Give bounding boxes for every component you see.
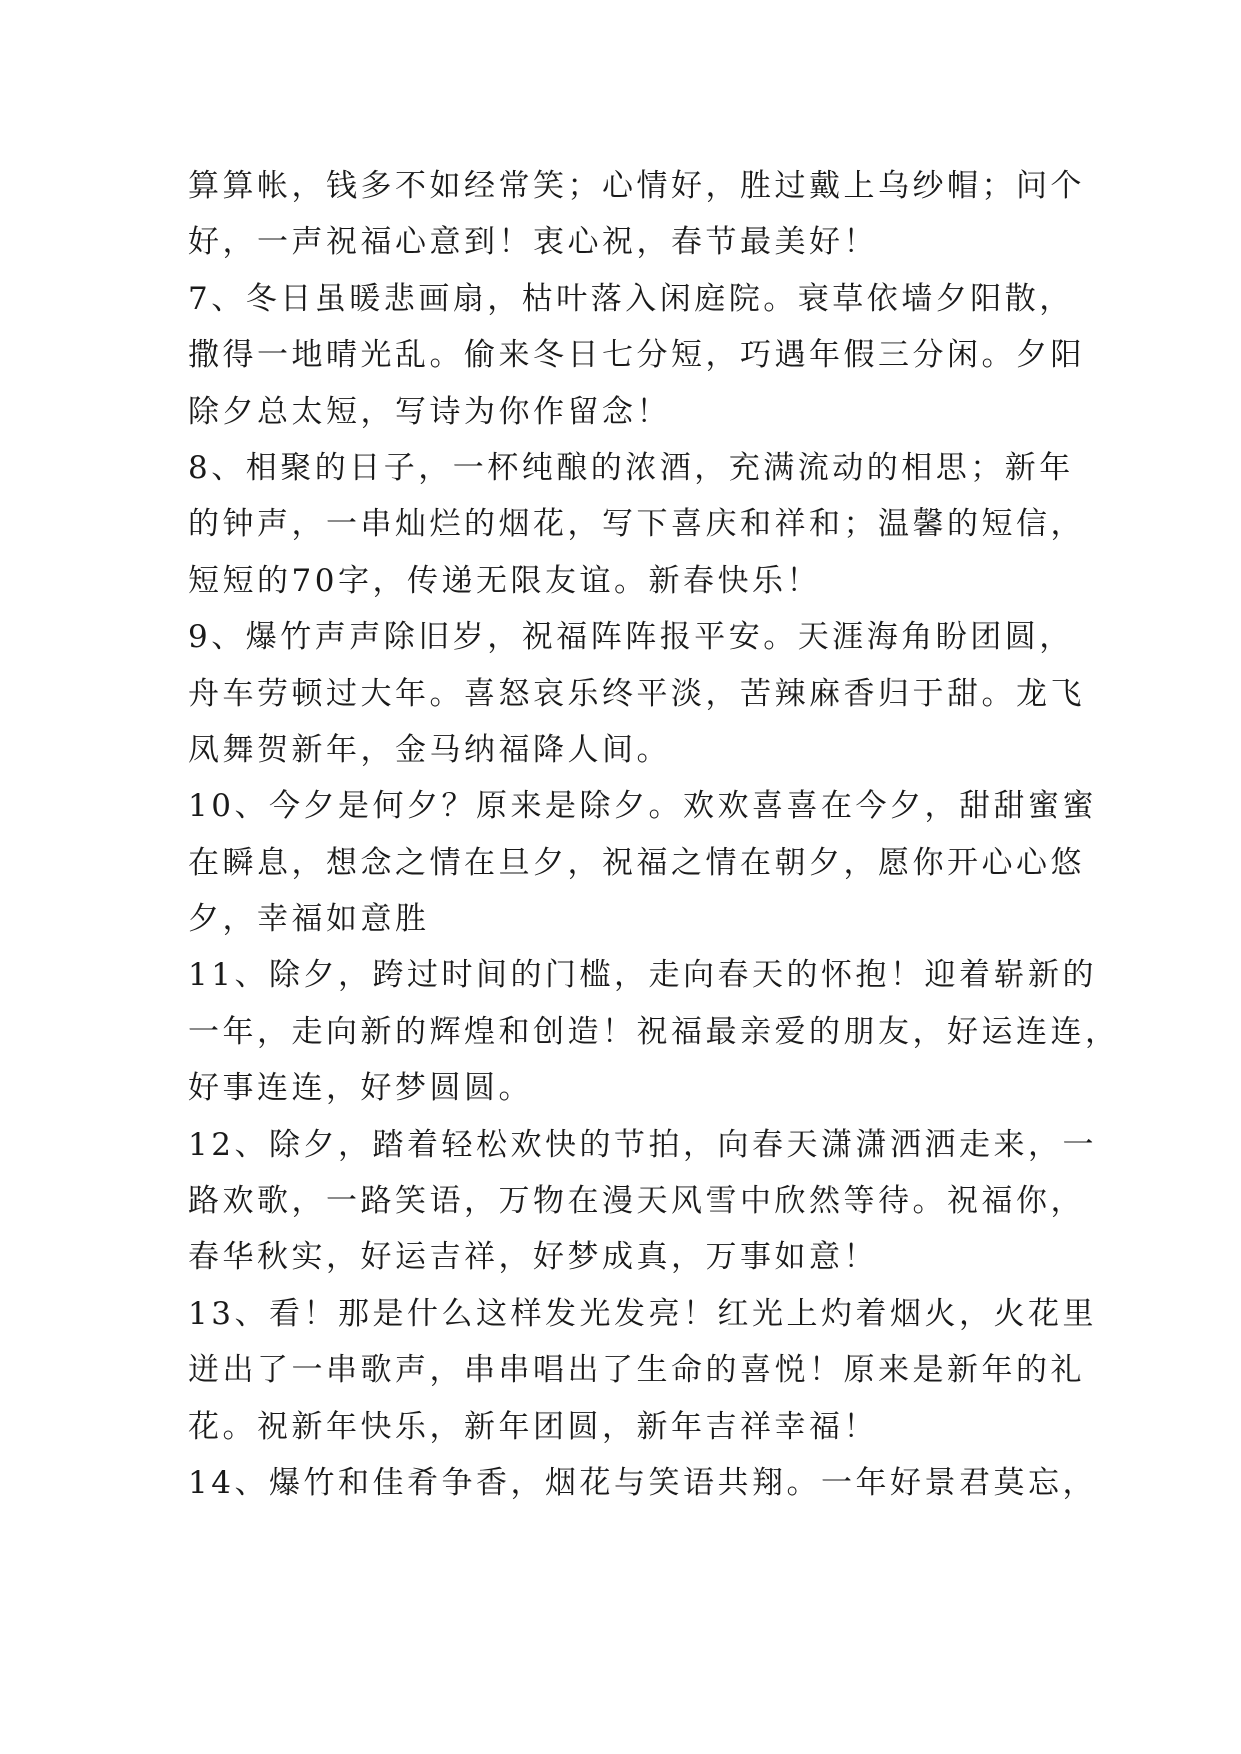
text-line: 迸出了一串歌声，串串唱出了生命的喜悦！原来是新年的礼 bbox=[188, 1352, 1085, 1389]
text-line: 春华秋实，好运吉祥，好梦成真，万事如意！ bbox=[188, 1239, 878, 1276]
text-line: 7、冬日虽暖悲画扇，枯叶落入闲庭院。衰草依墙夕阳散， bbox=[188, 280, 1074, 317]
text-line: 好，一声祝福心意到！衷心祝，春节最美好！ bbox=[188, 224, 878, 261]
text-line: 短短的70字，传递无限友谊。新春快乐！ bbox=[188, 562, 821, 599]
text-line: 花。祝新年快乐，新年团圆，新年吉祥幸福！ bbox=[188, 1408, 878, 1445]
text-line: 9、爆竹声声除旧岁，祝福阵阵报平安。天涯海角盼团圆， bbox=[188, 619, 1074, 656]
text-line: 10、今夕是何夕？原来是除夕。欢欢喜喜在今夕，甜甜蜜蜜 bbox=[188, 788, 1097, 825]
document-body bbox=[188, 158, 1120, 1511]
text-line: 好事连连，好梦圆圆。 bbox=[188, 1070, 533, 1107]
text-line: 14、爆竹和佳肴争香，烟花与笑语共翔。一年好景君莫忘， bbox=[188, 1464, 1097, 1501]
text-line: 8、相聚的日子，一杯纯酿的浓酒，充满流动的相思；新年 bbox=[188, 449, 1074, 486]
text-line: 13、看！那是什么这样发光发亮！红光上灼着烟火，火花里 bbox=[188, 1295, 1097, 1332]
text-line: 除夕总太短，写诗为你作留念！ bbox=[188, 393, 671, 430]
text-line: 舟车劳顿过大年。喜怒哀乐终平淡，苦辣麻香归于甜。龙飞 bbox=[188, 675, 1085, 712]
text-line: 12、除夕，踏着轻松欢快的节拍，向春天潇潇洒洒走来，一 bbox=[188, 1126, 1097, 1163]
text-line: 的钟声，一串灿烂的烟花，写下喜庆和祥和；温馨的短信， bbox=[188, 506, 1085, 543]
text-line: 撒得一地晴光乱。偷来冬日七分短，巧遇年假三分闲。夕阳 bbox=[188, 337, 1085, 374]
text-line: 在瞬息，想念之情在旦夕，祝福之情在朝夕，愿你开心心悠 bbox=[188, 844, 1085, 881]
text-line: 一年，走向新的辉煌和创造！祝福最亲爱的朋友，好运连连， bbox=[188, 1013, 1120, 1050]
text-line: 路欢歌，一路笑语，万物在漫天风雪中欣然等待。祝福你， bbox=[188, 1183, 1085, 1220]
text-line: 凤舞贺新年，金马纳福降人间。 bbox=[188, 731, 671, 768]
text-line: 夕，幸福如意胜 bbox=[188, 901, 430, 938]
text-line: 算算帐，钱多不如经常笑；心情好，胜过戴上乌纱帽；问个 bbox=[188, 168, 1085, 204]
text-line: 11、除夕，跨过时间的门槛，走向春天的怀抱！迎着崭新的 bbox=[188, 957, 1097, 994]
